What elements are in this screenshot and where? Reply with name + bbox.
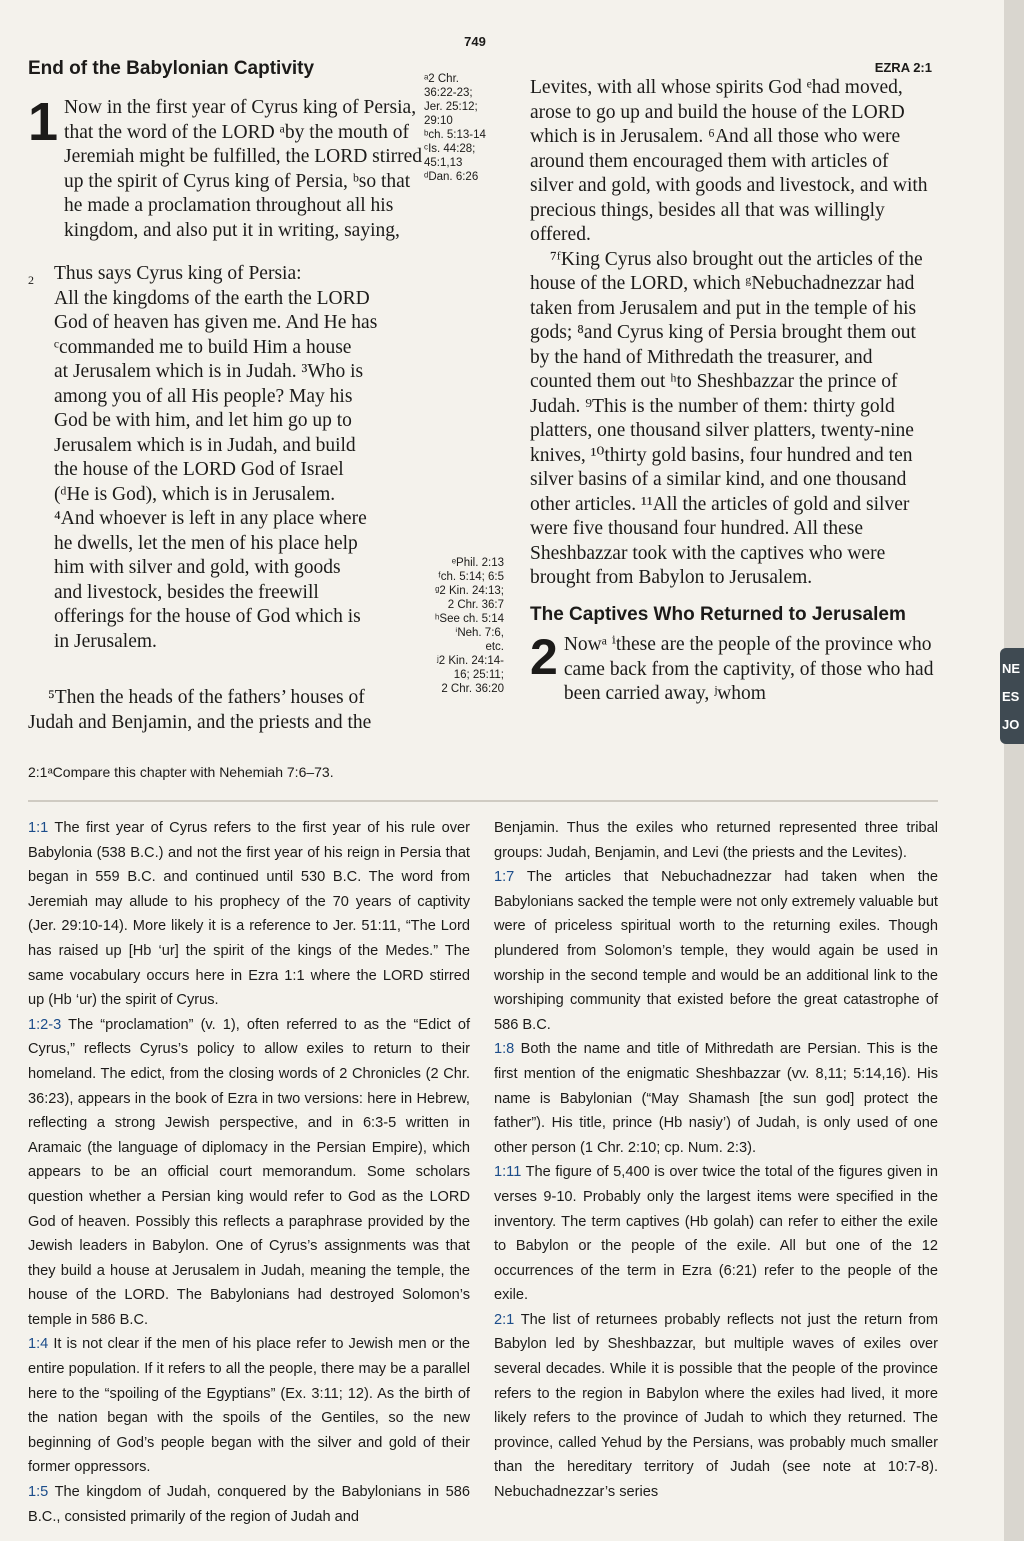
note-reference[interactable]: 1:7 <box>494 869 515 886</box>
page-edge <box>1004 0 1024 1541</box>
note-reference[interactable]: 1:1 <box>28 820 49 836</box>
verses-5-6-text: Levites, with all whose spirits God ᵉhad moved, arose to go up and build the house of the LORD which is in Jerusalem. ⁶And all those who were around them encouraged them with articles of silver and gold, with goods and livestock, and with precious things, besides all that was willingly offered. <box>530 77 928 245</box>
xref-line[interactable]: 36:22-23; <box>424 87 473 99</box>
study-notes-right <box>494 816 938 1505</box>
section-heading-1: End of the Babylonian Captivity <box>28 58 315 79</box>
note-text: The kingdom of Judah, conquered by the Babylonians in 586 B.C., consisted primarily of the region of Judah and <box>28 1484 470 1525</box>
xref-line[interactable]: ᶠch. 5:14; 6:5 <box>438 571 504 583</box>
note-text: The figure of 5,400 is over twice the total of the figures given in verses 9-10. Probably only the largest items were specified in the inventory. The term captives (Hb golah) can refer to either the exile to Babylon or the people of the exile. All but one of the 12 occurrences of the term in Ezra (6:21) refer to the people of the exile. <box>494 1164 938 1304</box>
note-reference[interactable]: 1:8 <box>494 1041 515 1058</box>
xref-line[interactable]: Jer. 25:12; <box>424 101 478 113</box>
chapter-number-1: 1 <box>28 92 59 152</box>
poetry-line: Thus says Cyrus king of Persia: <box>54 263 302 284</box>
divider <box>28 800 938 802</box>
poetry-line: and livestock, besides the freewill <box>54 581 319 603</box>
note-reference[interactable]: 1:4 <box>28 1336 49 1353</box>
poetry-line: God be with him, and let him go up to <box>54 410 352 431</box>
poetry-line: ᶜcommanded me to build Him a house <box>54 336 352 358</box>
xref-line[interactable]: 29:10 <box>424 115 453 127</box>
verse-5-text <box>28 686 428 735</box>
cross-references-bottom <box>424 556 504 696</box>
tab-letters: ES <box>1002 688 1020 704</box>
note-text: The first year of Cyrus refers to the first year of his rule over Babylonia (538 B.C.) and not the first year of his reign in Persia that began in 559 B.C. and continued until 530 B.C. The word from Jeremiah may allude to his prophecy of the 70 years of captivity (Jer. 29:10-14). More likely it is a reference to Jer. 51:11, “The Lord has raised up [Hb ‘ur] the spirit of the kings of the Medes.” The same vocabulary occurs here in Ezra 1:1 where the LORD stirred up (Hb ‘ur) the spirit of Cyrus. <box>28 820 470 1009</box>
page-number: 749 <box>464 34 486 49</box>
cross-references-top <box>424 72 504 184</box>
poetry-line: ⁴And whoever is left in any place where <box>54 508 367 529</box>
note-text: Benjamin. Thus the exiles who returned represented three tribal groups: Judah, Benjamin, and Levi (the priests and the Levites). <box>494 820 938 861</box>
xref-line[interactable]: etc. <box>485 641 504 653</box>
text-line: Judah and Benjamin, and the priests and the <box>28 711 372 733</box>
study-note <box>494 1160 938 1308</box>
footnote: 2:1ᵃCompare this chapter with Nehemiah 7:6–73. <box>28 764 334 780</box>
note-reference[interactable]: 1:2-3 <box>28 1016 62 1033</box>
note-text: The list of returnees probably reflects not just the return from Babylon led by Sheshbazzar, but multiple waves of exiles over several decades. While it is possible that the people of the province refers to the region in Babylon where the exiles had lived, it more likely refers to the province of Judah to which they returned. The province, called Yehud by the Persians, was probably much smaller than the hereditary territory of Judah (see note at 10:7-8). Nebuchadnezzar’s series <box>494 1311 938 1501</box>
note-text: The “proclamation” (v. 1), often referred to as the “Edict of Cyrus,” reflects Cyrus’s policy to allow exiles to return to their homeland. The edict, from the closing words of 2 Chronicles (2 Chr. 36:23), appears in the book of Ezra in two versions: here in Hebrew, reflecting a strong Jewish perspective, and in 6:3-5 written in Aramaic (the language of diplomacy in the Persian Empire), which appears to be an official court memorandum. Some scholars question whether a Persian king would refer to God as the LORD God of heaven. Possibly this reflects a paraphrase provided by the Jewish leaders in Babylon. One of Cyrus’s assignments was that they build a house at Jerusalem in Judah, meaning the temple, the house of the LORD. The Babylonians had destroyed Solomon’s temple in 586 B.C. <box>28 1016 471 1328</box>
study-note <box>494 816 938 865</box>
study-note <box>28 816 470 1013</box>
section-heading-2: The Captives Who Returned to Jerusalem <box>530 603 906 625</box>
poetry-line: All the kingdoms of the earth the LORD <box>54 287 370 309</box>
xref-line[interactable]: ⁱNeh. 7:6, <box>455 627 504 639</box>
chapter-2-verse-1-text: Nowᵃ ⁱthese are the people of the province who came back from the captivity, of those who had been carried away, ʲwhom <box>563 634 934 704</box>
note-reference[interactable]: 2:1 <box>494 1311 515 1328</box>
note-reference[interactable]: 1:11 <box>494 1164 522 1181</box>
verses-7-11-text: ⁷ᶠKing Cyrus also brought out the articles of the house of the LORD, which ᵍNebuchadnezzar had taken from Jerusalem and put in the temple of his gods; ⁸and Cyrus king of Persia brought them out by the hand of Mithredath the treasurer, and counted them out ʰto Sheshbazzar the prince of Judah. ⁹This is the number of them: thirty gold platters, one thousand silver platters, twenty-nine knives, ¹⁰thirty gold basins, four hundred and ten silver basins of a similar kind, and one thousand other articles. ¹¹All the articles of gold and silver were five thousand four hundred. All these Sheshbazzar took with the captives who were brought from Babylon to Jerusalem. <box>530 248 923 588</box>
running-head: EZRA 2:1 <box>874 60 932 75</box>
xref-line[interactable]: 45:1,13 <box>424 157 463 169</box>
study-note <box>494 865 938 1037</box>
poetry-line: (ᵈHe is God), which is in Jerusalem. <box>54 483 336 505</box>
poetry-line: him with silver and gold, with goods <box>54 557 341 578</box>
xref-line[interactable]: ᵍ2 Kin. 24:13; <box>435 585 504 597</box>
xref-line[interactable]: ʲ2 Kin. 24:14- <box>436 655 504 667</box>
chapter-1-intro <box>28 92 428 243</box>
poetry-line: offerings for the house of God which is <box>54 606 361 627</box>
poetry-line: in Jerusalem. <box>54 630 157 652</box>
xref-line[interactable]: ʰSee ch. 5:14 <box>435 613 504 625</box>
xref-line[interactable]: 2 Chr. 36:7 <box>447 599 504 611</box>
chapter-number-2: 2 <box>530 629 558 685</box>
note-text: It is not clear if the men of his place refer to Jewish men or the entire population. If it refers to all the people, there may be a parallel here to the “spoiling of the Egyptians” (Ex. 3:11; 12). As the birth of the nation began with the spoils of the Gentiles, so the new beginning of God’s people began with the silver and gold of their former oppressors. <box>28 1336 470 1476</box>
xref-line[interactable]: ᵃ2 Chr. <box>424 73 459 85</box>
book-thumb-tab[interactable] <box>1000 648 1024 744</box>
proclamation-poetry <box>28 262 428 654</box>
note-text: Both the name and title of Mithredath are Persian. This is the first mention of the enigmatic Sheshbazzar (vv. 8,11; 5:14,16). His name is Babylonian (“May Shamash [the sun god] protect the father”). His title, prince (Hb nasiy’) of Judah, is only used of one other person (1 Chr. 2:10; cp. Num. 2:3). <box>494 1041 938 1156</box>
poetry-line: he dwells, let the men of his place help <box>54 532 358 554</box>
xref-line[interactable]: ᵇch. 5:13-14 <box>424 129 486 141</box>
text-line: ⁵Then the heads of the fathers’ houses of <box>48 687 365 708</box>
xref-line[interactable]: ᵈDan. 6:26 <box>424 171 479 183</box>
poetry-line: the house of the LORD God of Israel <box>54 459 344 480</box>
xref-line[interactable]: ᶜIs. 44:28; <box>424 143 476 155</box>
note-reference[interactable]: 1:5 <box>28 1484 49 1501</box>
right-text-column <box>530 76 934 707</box>
poetry-line: Jerusalem which is in Judah, and build <box>54 434 356 456</box>
tab-letters: NE <box>1002 660 1021 676</box>
study-note <box>494 1037 938 1160</box>
poetry-line: among you of all His people? May his <box>54 385 353 407</box>
poetry-line: at Jerusalem which is in Judah. ³Who is <box>54 361 364 382</box>
verse-number-2: 2 <box>28 273 34 287</box>
xref-line[interactable]: 2 Chr. 36:20 <box>441 683 504 695</box>
study-note <box>28 1332 470 1480</box>
tab-letters: JO <box>1002 716 1020 732</box>
verse-1-text: Now in the first year of Cyrus king of Persia, that the word of the LORD ᵃby the mouth of Jeremiah might be fulfilled, the LORD stirred up the spirit of Cyrus king of Persia, ᵇso that he made a proclamation throughout all his kingdom, and also put it in writing, saying, <box>64 97 422 241</box>
study-note <box>28 1013 470 1333</box>
xref-line[interactable]: ᵉPhil. 2:13 <box>451 557 504 569</box>
study-note <box>494 1308 938 1505</box>
note-text: The articles that Nebuchadnezzar had taken when the Babylonians sacked the temple were not only extremely valuable but were of priceless spiritual worth to the returning exiles. Though plundered from Solomon’s temple, they would again be used in worship in the second temple and would be an additional link to the worshiping community that existed before the great catastrophe of 586 B.C. <box>494 869 938 1033</box>
study-note <box>28 1480 470 1529</box>
study-notes-left <box>28 816 470 1529</box>
poetry-line: God of heaven has given me. And He has <box>54 312 378 333</box>
xref-line[interactable]: 16; 25:11; <box>453 669 504 681</box>
